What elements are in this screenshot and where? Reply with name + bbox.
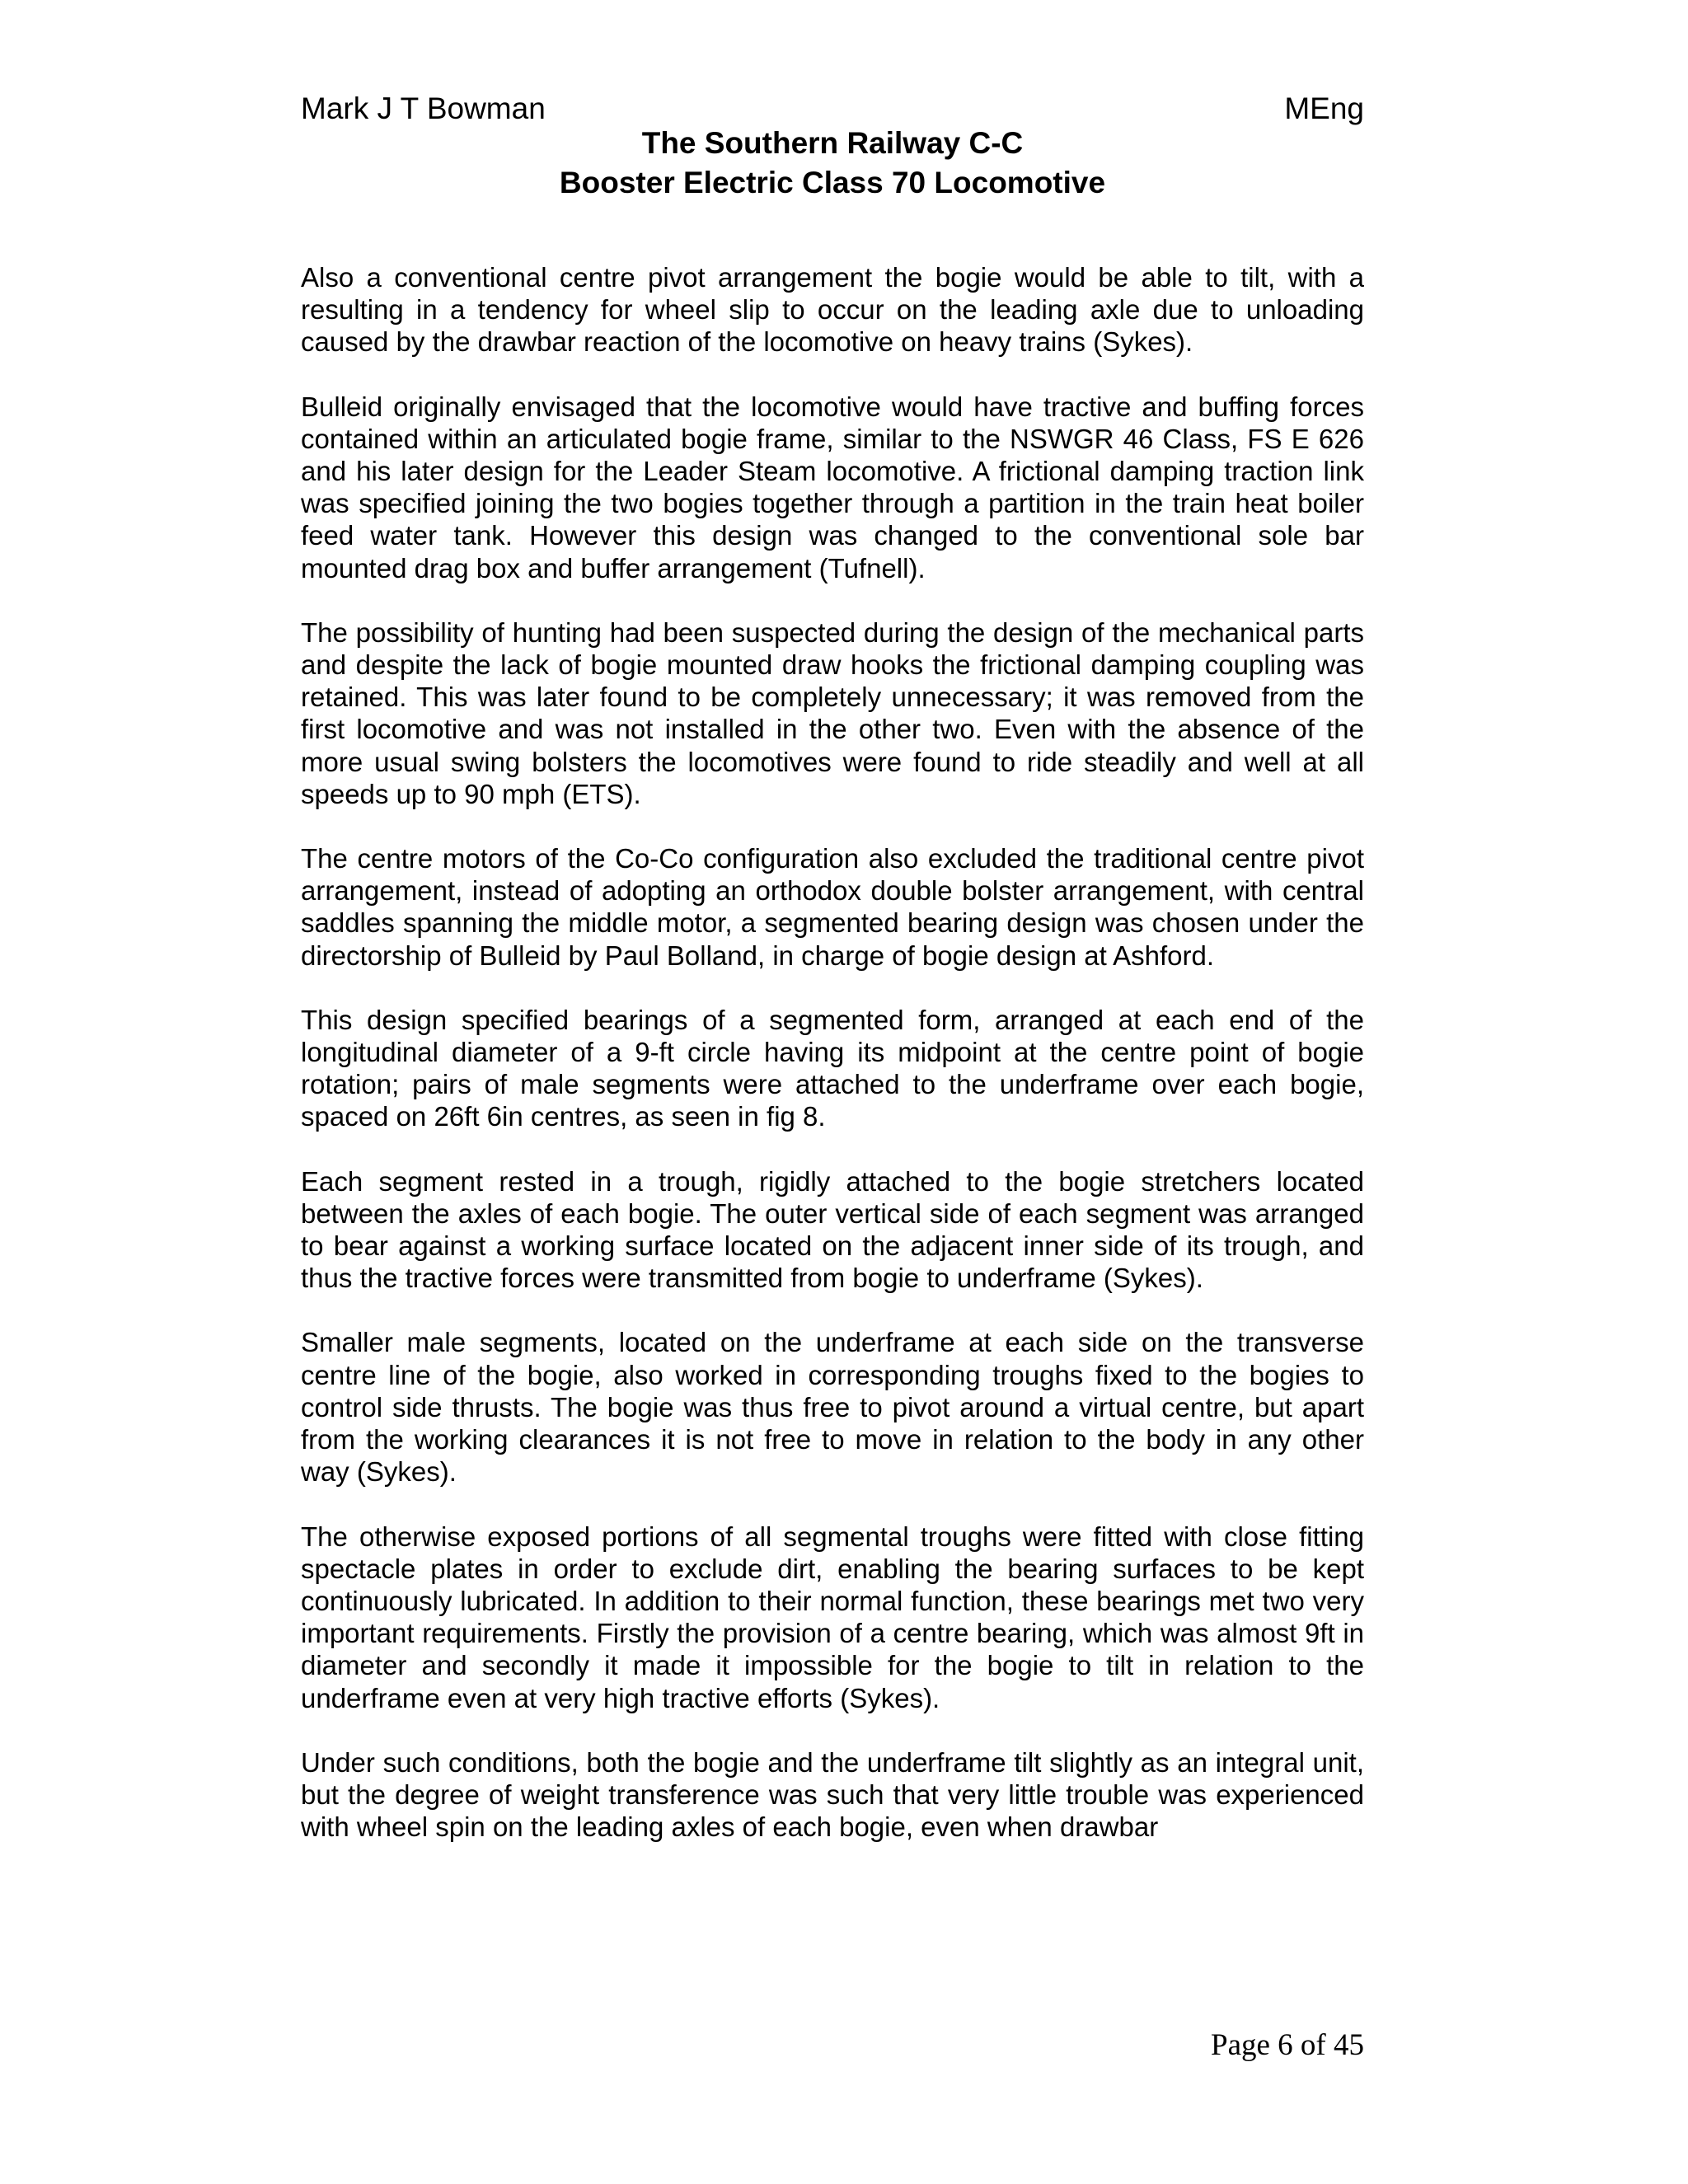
page-number: Page 6 of 45 — [1211, 2028, 1364, 2062]
title-line-1: The Southern Railway C-C — [641, 126, 1024, 160]
paragraph: Also a conventional centre pivot arrangement the bogie would be able to tilt, with a resulting in a tendency for wheel slip to occur on the leading axle due to unloading caused by the drawbar reaction of the locomotive on heavy trains (Sykes). — [301, 262, 1364, 358]
paragraph: This design specified bearings of a segmented form, arranged at each end of the longitudinal diameter of a 9-ft circle having its midpoint at the centre point of bogie rotation; pairs of male segments were attached to the underframe over each bogie, spaced on 26ft 6in centres, as seen in fig 8. — [301, 1004, 1364, 1132]
paragraph: The otherwise exposed portions of all segmental troughs were fitted with close fitting spectacle plates in order to exclude dirt, enabling the bearing surfaces to be kept continuously lubricated. In addition to their normal function, these bearings met two very important requirements. Firstly the provision of a centre bearing, which was almost 9ft in diameter and secondly it made it impossible for the bogie to tilt in relation to the underframe even at very high tractive efforts (Sykes). — [301, 1521, 1364, 1713]
paragraph: The centre motors of the Co-Co configuration also excluded the traditional centre pivot arrangement, instead of adopting an orthodox double bolster arrangement, with central saddles spanning the middle motor, a segmented bearing design was chosen under the directorship of Bulleid by Paul Bolland, in charge of bogie design at Ashford. — [301, 843, 1364, 971]
paragraph: The possibility of hunting had been suspected during the design of the mechanical parts and despite the lack of bogie mounted draw hooks the frictional damping coupling was retained. This was later found to be completely unnecessary; it was removed from the first locomotive and was not installed in the other two. Even with the absence of the more usual swing bolsters the locomotives were found to ride steadily and well at all speeds up to 90 mph (ETS). — [301, 616, 1364, 809]
author-name: Mark J T Bowman — [301, 91, 546, 125]
paragraph: Bulleid originally envisaged that the locomotive would have tractive and buffing forces contained within an articulated bogie frame, similar to the NSWGR 46 Class, FS E 626 and his later design for the Leader Steam locomotive. A frictional damping traction link was specified joining the two bogies together through a partition in the train heat boiler feed water tank. However this design was changed to the conventional sole bar mounted drag box and buffer arrangement (Tufnell). — [301, 391, 1364, 583]
document-title — [301, 124, 1364, 203]
paragraph: Each segment rested in a trough, rigidly attached to the bogie stretchers located between the axles of each bogie. The outer vertical side of each segment was arranged to bear against a working surface located on the adjacent inner side of its trough, and thus the tractive forces were transmitted from bogie to underframe (Sykes). — [301, 1165, 1364, 1294]
paragraph: Under such conditions, both the bogie and the underframe tilt slightly as an integral unit, but the degree of weight transference was such that very little trouble was experienced with wheel spin on the leading axles of each bogie, even when drawbar — [301, 1746, 1364, 1843]
degree-label: MEng — [1284, 91, 1364, 125]
paragraph: Smaller male segments, located on the underframe at each side on the transverse centre line of the bogie, also worked in corresponding troughs fixed to the bogies to control side thrusts. The bogie was thus free to pivot around a virtual centre, but apart from the working clearances it is not free to move in relation to the body in any other way (Sykes). — [301, 1327, 1364, 1488]
body-text — [301, 261, 1364, 1843]
title-line-2: Booster Electric Class 70 Locomotive — [559, 166, 1106, 199]
